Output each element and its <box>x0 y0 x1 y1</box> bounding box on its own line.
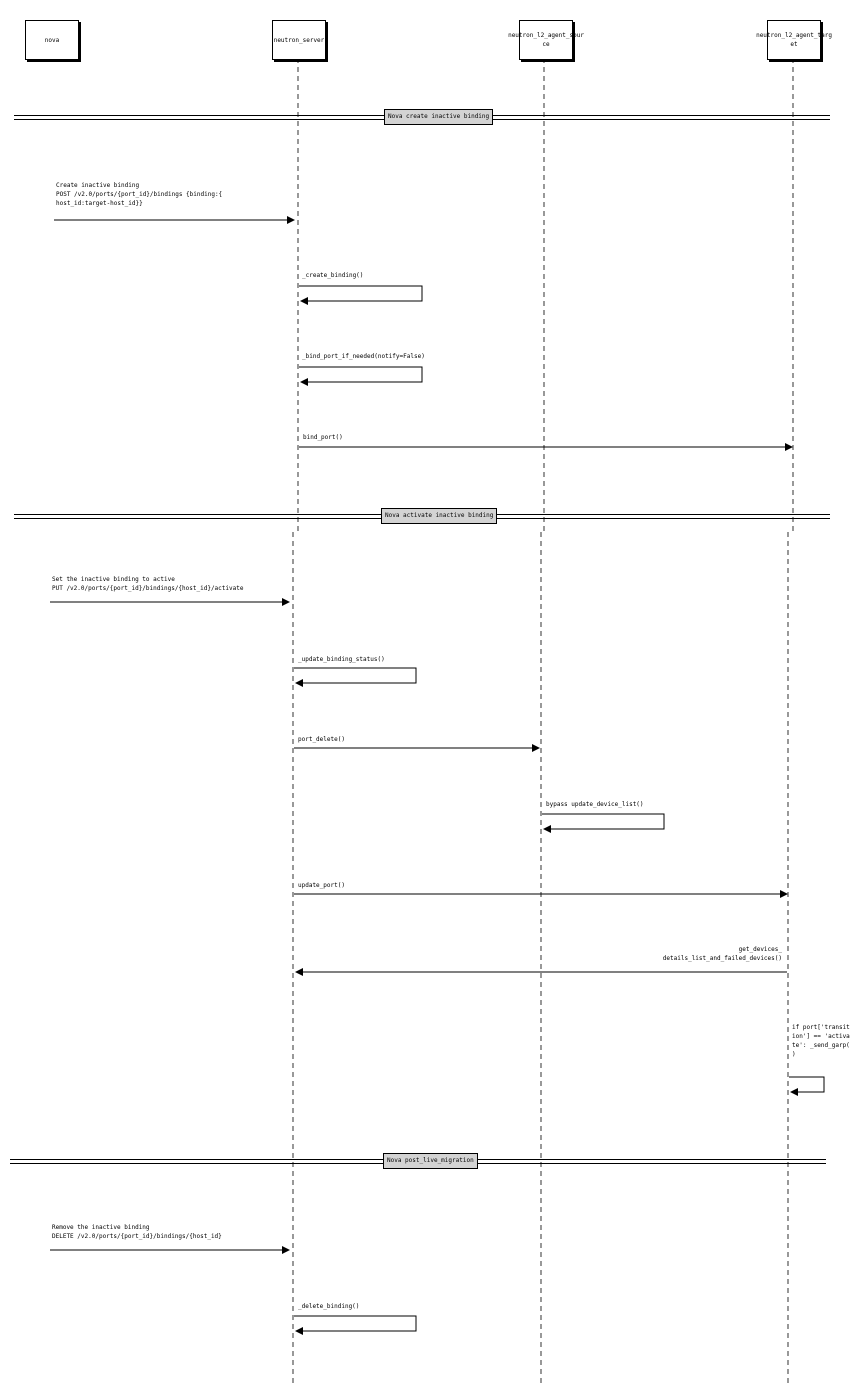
section-label-activate: Nova activate inactive binding <box>381 508 497 524</box>
message-label-m5: Set the inactive binding to active PUT /v2.0/ports/{port_id}/bindings/{host_id}/activate <box>52 576 244 592</box>
participant-neutron_server: neutron_server <box>272 20 326 60</box>
participant-nova: nova <box>25 20 79 60</box>
self-message-arrow-m2 <box>299 286 422 301</box>
message-label-m1: Create inactive binding POST /v2.0/ports/{port_id}/bindings {binding:{ host_id:target-host_id}} <box>56 182 223 207</box>
message-label-m6: _update_binding_status() <box>298 656 385 663</box>
participant-neutron_l2_agent_target: neutron_l2_agent_targ et <box>767 20 821 60</box>
section-label-post: Nova post_live_migration <box>383 1153 478 1169</box>
section-label-create: Nova create inactive binding <box>384 109 493 125</box>
message-label-m8: bypass update_device_list() <box>546 801 644 808</box>
message-label-m7: port_delete() <box>298 736 345 743</box>
self-message-arrow-m8 <box>542 814 664 829</box>
message-label-m3: _bind_port_if_needed(notify=False) <box>302 353 425 360</box>
message-label-m2: _create_binding() <box>302 272 364 279</box>
self-message-arrow-m3 <box>299 367 422 382</box>
participant-neutron_l2_agent_source: neutron_l2_agent_sour ce <box>519 20 573 60</box>
message-label-m13: _delete_binding() <box>298 1303 360 1310</box>
message-label-m9: update_port() <box>298 882 345 889</box>
self-message-arrow-m11 <box>789 1077 824 1092</box>
message-label-m4: bind_port() <box>303 434 343 441</box>
self-message-arrow-m13 <box>294 1316 416 1331</box>
message-label-m10: get_devices_ details_list_and_failed_devices() <box>662 946 782 962</box>
message-label-m11: if port['transit ion'] == 'activa te': _send_garp( ) <box>792 1024 850 1058</box>
self-message-arrow-m6 <box>294 668 416 683</box>
message-label-m12: Remove the inactive binding DELETE /v2.0/ports/{port_id}/bindings/{host_id} <box>52 1224 222 1240</box>
